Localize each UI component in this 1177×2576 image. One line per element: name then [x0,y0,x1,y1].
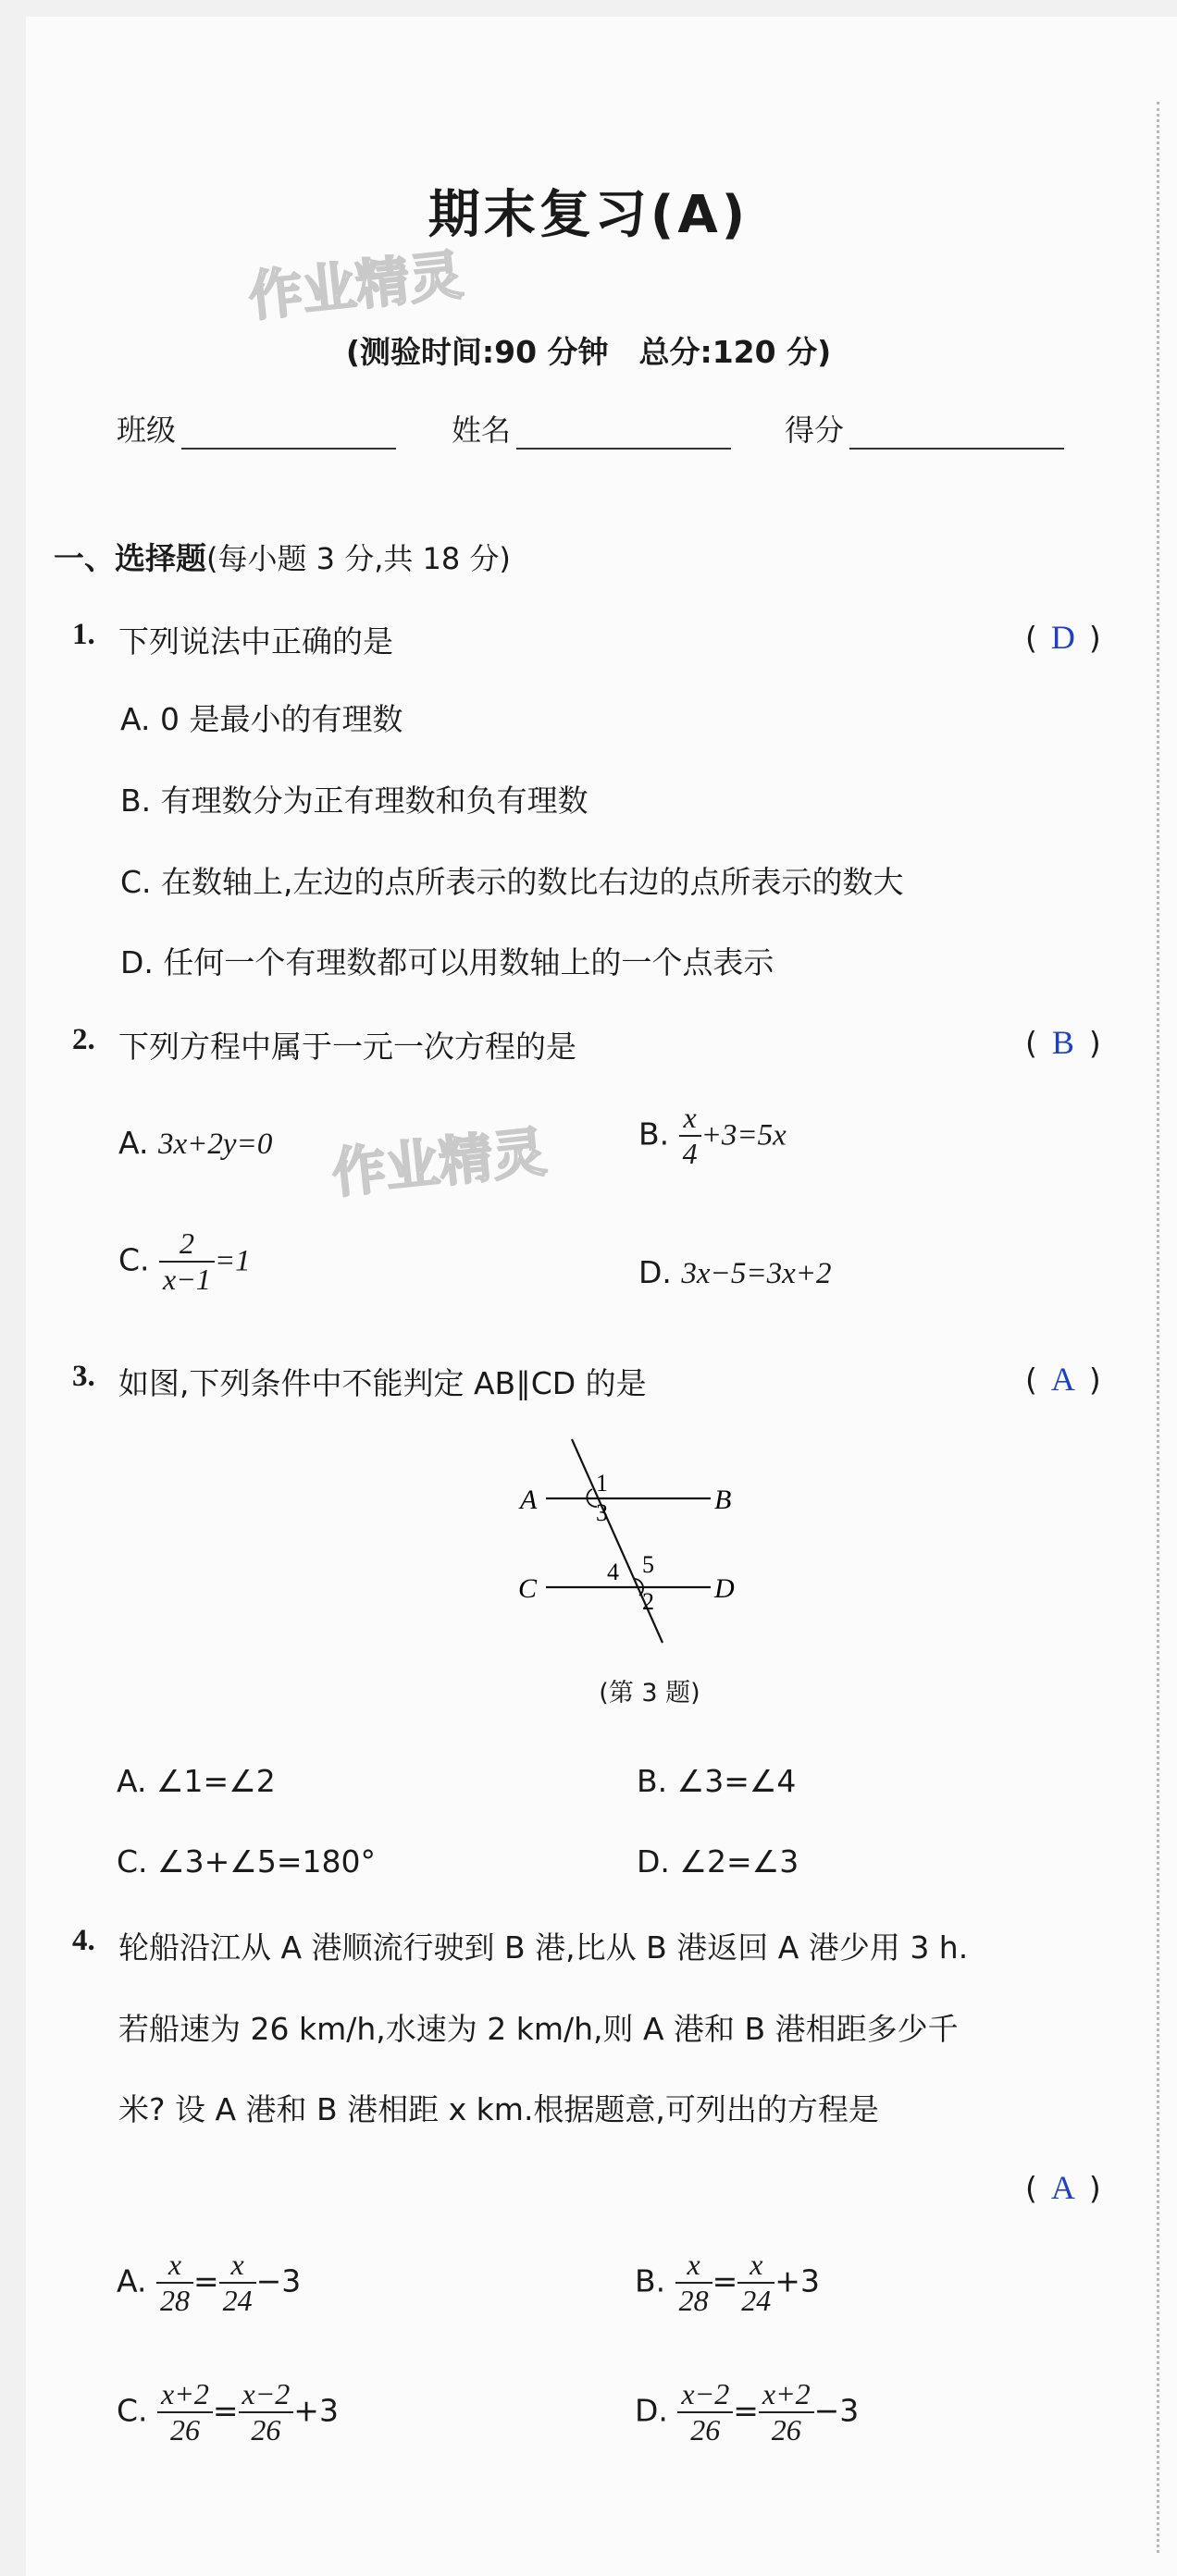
q4-option-d: D. $\frac{x-2}{26}$ = $\frac{x+2}{26}$ −3 [635,2377,860,2447]
name-field[interactable] [452,407,731,450]
name-blank[interactable] [516,420,731,450]
q2-answer-letter: B [1051,1024,1074,1061]
watermark: 作业精灵 [245,243,466,328]
q1-option-c: C. 在数轴上,左边的点所表示的数比右边的点所表示的数大 [120,864,904,900]
q2-option-c: C. $\frac{2}{x-1}$ =1 [118,1226,251,1296]
q4-option-a: A. $\frac{x}{28}$ = $\frac{x}{24}$ −3 [117,2248,302,2317]
section-note: (每小题 3 分,共 18 分) [206,541,511,576]
q1-number: 1. [72,618,95,651]
label-c: C [518,1573,538,1604]
q3-answer: ( A ) [1025,1361,1101,1398]
angle-label-3: 3 [596,1499,608,1526]
q1-answer-letter: D [1050,619,1075,656]
q2-answer: ( B ) [1025,1024,1101,1061]
section-heading: 一、选择题(每小题 3 分,共 18 分) [54,540,511,576]
score-blank[interactable] [849,420,1064,450]
q3-option-b: B. ∠3=∠4 [637,1763,797,1799]
q4-line-1: 轮船沿江从 A 港顺流行驶到 B 港,比从 B 港返回 A 港少用 3 h. [118,1929,969,1966]
q2-stem: 下列方程中属于一元一次方程的是 [118,1029,576,1065]
q2-option-b: B. $\frac{x}{4}$ +3=5x [638,1101,787,1170]
q4-line-3: 米? 设 A 港和 B 港相距 x km.根据题意,可列出的方程是 [118,2091,879,2127]
label-d: D [714,1573,735,1604]
q1-option-a: A. 0 是最小的有理数 [120,701,403,737]
label-b: B [714,1485,732,1515]
score-field[interactable] [785,407,1064,450]
q4-option-c: C. $\frac{x+2}{26}$ = $\frac{x-2}{26}$ +3 [117,2377,339,2447]
page-title: 期末复习(A) [427,185,750,245]
q3-option-c: C. ∠3+∠5=180° [117,1843,376,1880]
parallel-lines-figure [500,1432,740,1654]
q3-stem: 如图,下列条件中不能判定 AB∥CD 的是 [118,1365,647,1401]
figure-caption: (第 3 题) [599,1679,700,1707]
angle-label-2: 2 [642,1588,654,1615]
q1-answer: ( D ) [1025,619,1101,656]
exam-subtitle: (测验时间:90 分钟 总分:120 分) [345,334,832,370]
angle-label-5: 5 [642,1551,654,1578]
q3-number: 3. [72,1360,95,1393]
q4-answer: ( A ) [1025,2169,1101,2206]
angle-label-4: 4 [607,1559,619,1585]
watermark-2: 作业精灵 [328,1120,550,1205]
class-field[interactable] [117,407,396,450]
q1-stem: 下列说法中正确的是 [118,623,393,659]
label-a: A [520,1485,538,1515]
q2-number: 2. [72,1023,95,1056]
q2-option-d: D. 3x−5=3x+2 [638,1254,832,1290]
name-label: 姓名 [452,413,512,448]
q1-option-d: D. 任何一个有理数都可以用数轴上的一个点表示 [120,944,774,980]
angle-label-1: 1 [596,1470,608,1497]
q4-answer-letter: A [1050,2169,1075,2206]
q4-line-2: 若船速为 26 km/h,水速为 2 km/h,则 A 港和 B 港相距多少千 [118,2011,959,2047]
q3-option-d: D. ∠2=∠3 [637,1843,799,1880]
q3-answer-letter: A [1050,1361,1075,1398]
q4-number: 4. [72,1924,95,1957]
q2-option-a: A. 3x+2y=0 [118,1125,273,1161]
q3-option-a: A. ∠1=∠2 [117,1763,276,1799]
q4-option-b: B. $\frac{x}{28}$ = $\frac{x}{24}$ +3 [635,2248,820,2317]
page-edge-binding [1157,102,1163,2553]
q1-option-b: B. 有理数分为正有理数和负有理数 [120,783,588,819]
class-blank[interactable] [181,420,396,450]
class-label: 班级 [117,413,177,448]
score-label: 得分 [785,413,845,448]
